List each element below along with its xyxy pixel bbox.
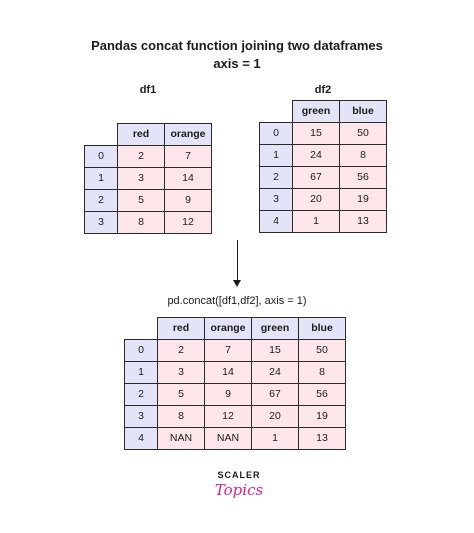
- corner-blank: [259, 100, 293, 123]
- table-cell: 20: [251, 405, 299, 428]
- table-cell: 2: [157, 339, 205, 362]
- df1-table: [85, 124, 212, 234]
- column-header: green: [251, 317, 299, 340]
- table-cell: 19: [339, 188, 387, 211]
- table-cell: 3: [157, 361, 205, 384]
- row-index: 1: [124, 361, 158, 384]
- table-cell: 67: [251, 383, 299, 406]
- table-cell: 56: [298, 383, 346, 406]
- table-cell: 13: [339, 210, 387, 233]
- row-index: 3: [124, 405, 158, 428]
- table-cell: 24: [292, 144, 340, 167]
- table-cell: 8: [298, 361, 346, 384]
- table-cell: 56: [339, 166, 387, 189]
- column-header: green: [292, 100, 340, 123]
- diagram-title: Pandas concat function joining two dataframes: [91, 38, 383, 53]
- column-header: orange: [164, 123, 212, 146]
- table-cell: 12: [164, 211, 212, 234]
- table-cell: 8: [157, 405, 205, 428]
- logo-bottom-text: Topics: [214, 481, 264, 499]
- table-cell: 20: [292, 188, 340, 211]
- scaler-logo: [204, 470, 274, 510]
- table-cell: 50: [298, 339, 346, 362]
- logo-top-text: SCALER: [217, 470, 261, 480]
- column-header: red: [117, 123, 165, 146]
- column-header: blue: [339, 100, 387, 123]
- row-index: 3: [84, 211, 118, 234]
- table-cell: 19: [298, 405, 346, 428]
- table-cell: 5: [117, 189, 165, 212]
- arrow-down-line: [237, 240, 238, 282]
- table-cell: 2: [117, 145, 165, 168]
- table-cell: 50: [339, 122, 387, 145]
- table-cell: 15: [292, 122, 340, 145]
- table-cell: 15: [251, 339, 299, 362]
- row-index: 1: [84, 167, 118, 190]
- table-cell: NAN: [157, 427, 205, 450]
- arrow-down-icon: [233, 280, 241, 287]
- table-cell: 5: [157, 383, 205, 406]
- table-cell: 24: [251, 361, 299, 384]
- table-cell: 12: [204, 405, 252, 428]
- table-cell: 1: [251, 427, 299, 450]
- row-index: 0: [259, 122, 293, 145]
- row-index: 4: [124, 427, 158, 450]
- table-cell: 3: [117, 167, 165, 190]
- corner-blank: [84, 123, 118, 146]
- column-header: red: [157, 317, 205, 340]
- diagram-subtitle: axis = 1: [213, 56, 261, 71]
- result-table: [125, 318, 346, 450]
- row-index: 0: [84, 145, 118, 168]
- row-index: 3: [259, 188, 293, 211]
- table-cell: 7: [204, 339, 252, 362]
- row-index: 2: [84, 189, 118, 212]
- df2-label: df2: [314, 84, 332, 96]
- row-index: 1: [259, 144, 293, 167]
- row-index: 2: [124, 383, 158, 406]
- table-cell: 9: [164, 189, 212, 212]
- df1-label: df1: [139, 84, 157, 96]
- table-cell: 14: [204, 361, 252, 384]
- table-cell: 8: [339, 144, 387, 167]
- column-header: blue: [298, 317, 346, 340]
- row-index: 0: [124, 339, 158, 362]
- corner-blank: [124, 317, 158, 340]
- table-cell: 9: [204, 383, 252, 406]
- table-cell: 8: [117, 211, 165, 234]
- row-index: 2: [259, 166, 293, 189]
- table-cell: 1: [292, 210, 340, 233]
- row-index: 4: [259, 210, 293, 233]
- result-label: pd.concat([df1,df2], axis = 1): [167, 295, 307, 307]
- column-header: orange: [204, 317, 252, 340]
- df2-table: [260, 101, 387, 233]
- table-cell: 14: [164, 167, 212, 190]
- table-cell: 67: [292, 166, 340, 189]
- table-cell: 13: [298, 427, 346, 450]
- table-cell: NAN: [204, 427, 252, 450]
- table-cell: 7: [164, 145, 212, 168]
